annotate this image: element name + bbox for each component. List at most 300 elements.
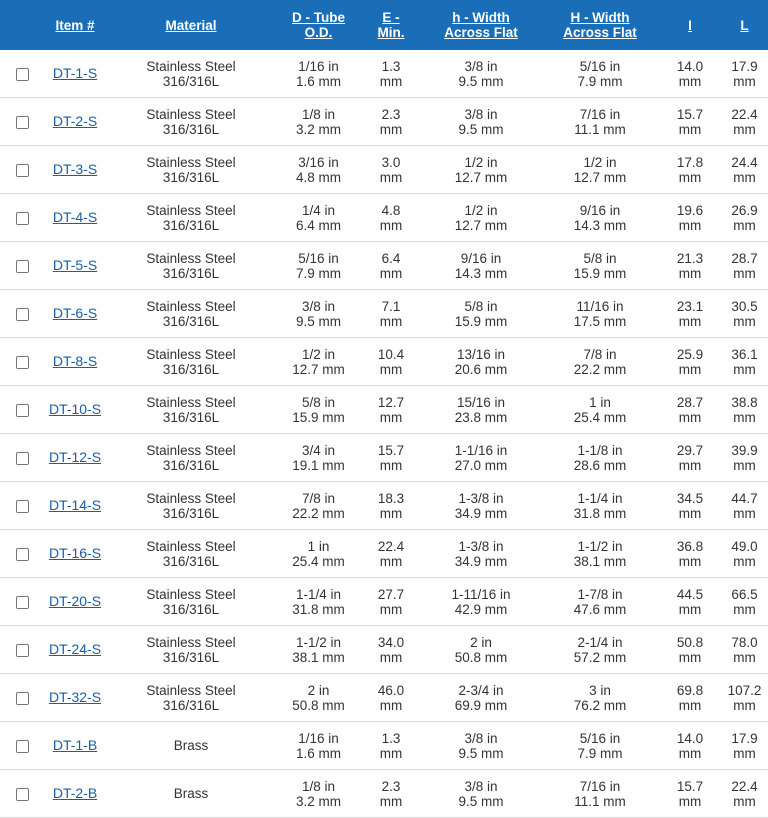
h-large-inch: 1-7/8 in (577, 586, 623, 602)
h-small-mm: 15.9 mm (454, 313, 508, 329)
l-unit: mm (733, 649, 756, 665)
material-line1: Stainless Steel (146, 58, 236, 74)
l-unit: mm (733, 697, 756, 713)
h-small-mm: 34.9 mm (454, 505, 508, 521)
i-value: 36.8 (676, 538, 704, 554)
tube-od-cell (276, 386, 361, 434)
row-checkbox[interactable] (16, 260, 29, 273)
item-number-link[interactable]: DT-12-S (48, 449, 102, 465)
row-checkbox[interactable] (16, 548, 29, 561)
item-number-link[interactable]: DT-1-S (52, 65, 98, 81)
row-checkbox[interactable] (16, 212, 29, 225)
table-row (0, 578, 768, 626)
material-cell (106, 146, 276, 194)
material-line2: 316/316L (162, 313, 220, 329)
h-small-inch: 1-3/8 in (458, 538, 504, 554)
tube-od-cell (276, 530, 361, 578)
h-large-inch: 1/2 in (583, 154, 617, 170)
tube-od-mm: 12.7 mm (292, 361, 345, 377)
h-small-cell (421, 482, 541, 530)
item-cell (44, 434, 106, 482)
tube-od-mm: 9.5 mm (295, 313, 341, 329)
header-select (0, 0, 44, 50)
tube-od-mm: 50.8 mm (292, 697, 345, 713)
e-min-unit: mm (379, 793, 403, 809)
tube-od-inch: 1-1/2 in (295, 634, 342, 650)
material-line1: Stainless Steel (146, 634, 236, 650)
l-cell (721, 578, 768, 626)
h-small-mm: 9.5 mm (458, 793, 504, 809)
material-cell (106, 626, 276, 674)
item-cell (44, 290, 106, 338)
i-cell (659, 146, 721, 194)
h-small-inch: 1/2 in (464, 202, 498, 218)
i-cell (659, 242, 721, 290)
item-number-link[interactable]: DT-24-S (48, 641, 102, 657)
material-line2: 316/316L (162, 457, 220, 473)
i-unit: mm (678, 457, 702, 473)
material-cell (106, 242, 276, 290)
item-number-link[interactable]: DT-14-S (48, 497, 102, 513)
h-large-inch: 3 in (589, 682, 611, 698)
table-row (0, 674, 768, 722)
l-unit: mm (733, 169, 756, 185)
material-line2: 316/316L (162, 601, 220, 617)
e-min-value: 10.4 (377, 346, 405, 362)
item-number-link[interactable]: DT-2-S (52, 113, 98, 129)
h-large-mm: 12.7 mm (573, 169, 627, 185)
h-small-mm: 23.8 mm (454, 409, 508, 425)
h-small-inch: 1/2 in (464, 154, 498, 170)
table-row (0, 386, 768, 434)
h-large-inch: 11/16 in (576, 298, 624, 314)
table-row (0, 482, 768, 530)
header-h-large-label[interactable] (544, 10, 657, 40)
e-min-cell (361, 626, 421, 674)
table-row (0, 50, 768, 98)
l-unit: mm (733, 313, 756, 329)
l-unit: mm (733, 73, 756, 89)
e-min-value: 46.0 (377, 682, 405, 698)
i-unit: mm (678, 793, 702, 809)
row-checkbox[interactable] (16, 404, 29, 417)
i-cell (659, 482, 721, 530)
tube-od-cell (276, 146, 361, 194)
material-line1: Stainless Steel (146, 202, 236, 218)
l-cell (721, 434, 768, 482)
tube-od-inch: 3/8 in (301, 298, 336, 314)
tube-od-inch: 5/8 in (301, 394, 336, 410)
h-large-cell (541, 146, 659, 194)
h-large-mm: 25.4 mm (573, 409, 627, 425)
e-min-unit: mm (379, 457, 403, 473)
row-select-cell (0, 722, 44, 770)
h-small-inch: 5/8 in (464, 298, 498, 314)
h-large-inch: 7/8 in (583, 346, 617, 362)
h-large-mm: 17.5 mm (573, 313, 627, 329)
tube-od-cell (276, 770, 361, 818)
h-small-cell (421, 98, 541, 146)
h-small-mm: 14.3 mm (454, 265, 508, 281)
material-line2: 316/316L (162, 409, 220, 425)
e-min-unit: mm (379, 73, 403, 89)
h-small-cell (421, 50, 541, 98)
tube-od-mm: 1.6 mm (295, 745, 341, 761)
l-value: 22.4 (731, 106, 758, 122)
tube-od-cell (276, 98, 361, 146)
tube-od-inch: 3/16 in (298, 154, 339, 170)
header-e-min-label[interactable] (364, 10, 419, 40)
header-tube-od-line1: D - Tube (292, 10, 345, 25)
h-small-inch: 3/8 in (464, 58, 498, 74)
row-checkbox[interactable] (16, 452, 29, 465)
material-line1: Stainless Steel (146, 346, 236, 362)
i-value: 14.0 (676, 730, 704, 746)
i-unit: mm (678, 361, 702, 377)
material-cell (106, 386, 276, 434)
tube-od-cell (276, 338, 361, 386)
table-row (0, 434, 768, 482)
header-e-min-line1: E - (382, 10, 400, 25)
h-small-cell (421, 338, 541, 386)
row-checkbox[interactable] (16, 116, 29, 129)
i-unit: mm (678, 121, 702, 137)
h-small-inch: 2 in (470, 634, 492, 650)
material-line1: Stainless Steel (146, 490, 236, 506)
h-large-cell (541, 770, 659, 818)
table-row (0, 98, 768, 146)
e-min-cell (361, 146, 421, 194)
e-min-unit: mm (379, 553, 403, 569)
item-number-link[interactable]: DT-3-S (52, 161, 98, 177)
l-cell (721, 722, 768, 770)
header-h-small[interactable] (421, 0, 541, 50)
h-large-mm: 7.9 mm (577, 73, 623, 89)
h-large-cell (541, 722, 659, 770)
h-small-mm: 50.8 mm (454, 649, 508, 665)
material-line2: 316/316L (162, 697, 220, 713)
h-small-cell (421, 386, 541, 434)
header-h-large-line1: H - Width (570, 10, 630, 25)
e-min-cell (361, 434, 421, 482)
material-cell (106, 578, 276, 626)
l-cell (721, 674, 768, 722)
row-select-cell (0, 98, 44, 146)
h-small-inch: 15/16 in (456, 394, 506, 410)
material-line1: Stainless Steel (146, 442, 236, 458)
item-cell (44, 338, 106, 386)
header-item-label[interactable]: Item # (55, 17, 95, 33)
l-cell (721, 290, 768, 338)
l-unit: mm (733, 457, 756, 473)
tube-od-mm: 22.2 mm (292, 505, 345, 521)
tube-od-cell (276, 482, 361, 530)
item-number-link[interactable]: DT-20-S (48, 593, 102, 609)
item-number-link[interactable]: DT-4-S (52, 209, 98, 225)
row-select-cell (0, 194, 44, 242)
row-checkbox[interactable] (16, 500, 29, 513)
l-cell (721, 770, 768, 818)
tube-od-cell (276, 50, 361, 98)
i-unit: mm (678, 409, 702, 425)
e-min-unit: mm (379, 649, 403, 665)
tube-od-mm: 31.8 mm (292, 601, 345, 617)
i-unit: mm (678, 505, 702, 521)
h-large-mm: 47.6 mm (573, 601, 627, 617)
h-small-cell (421, 434, 541, 482)
material-line2: 316/316L (162, 361, 220, 377)
table-row (0, 194, 768, 242)
header-e-min[interactable] (361, 0, 421, 50)
h-small-inch: 1-3/8 in (458, 490, 504, 506)
i-value: 19.6 (676, 202, 704, 218)
l-unit: mm (733, 553, 756, 569)
l-value: 26.9 (731, 202, 758, 218)
header-material-label[interactable]: Material (165, 17, 217, 33)
tube-od-inch: 3/4 in (301, 442, 336, 458)
l-unit: mm (733, 217, 756, 233)
item-number-link[interactable]: DT-8-S (52, 353, 98, 369)
material-cell (106, 482, 276, 530)
material-line1: Brass (173, 738, 209, 753)
tube-od-mm: 3.2 mm (295, 793, 341, 809)
header-i[interactable] (659, 0, 721, 50)
item-number-link[interactable]: DT-5-S (52, 257, 98, 273)
e-min-unit: mm (379, 505, 403, 521)
material-line1: Brass (173, 786, 209, 801)
item-number-link[interactable]: DT-32-S (48, 689, 102, 705)
h-small-mm: 42.9 mm (454, 601, 508, 617)
i-cell (659, 770, 721, 818)
tube-od-mm: 25.4 mm (292, 553, 345, 569)
e-min-unit: mm (379, 601, 403, 617)
i-unit: mm (678, 697, 702, 713)
material-line2: 316/316L (162, 217, 220, 233)
i-unit: mm (678, 73, 702, 89)
table-row (0, 290, 768, 338)
table-row (0, 338, 768, 386)
header-h-large[interactable] (541, 0, 659, 50)
material-line2: 316/316L (162, 649, 220, 665)
material-line1: Stainless Steel (146, 682, 236, 698)
item-cell (44, 722, 106, 770)
l-value: 49.0 (731, 538, 758, 554)
tube-od-mm: 4.8 mm (295, 169, 341, 185)
table-row (0, 626, 768, 674)
h-small-cell (421, 530, 541, 578)
i-value: 14.0 (676, 58, 704, 74)
material-line2: 316/316L (162, 553, 220, 569)
material-line1: Stainless Steel (146, 394, 236, 410)
i-cell (659, 434, 721, 482)
row-select-cell (0, 290, 44, 338)
tube-od-inch: 2 in (307, 682, 330, 698)
row-select-cell (0, 146, 44, 194)
e-min-unit: mm (379, 121, 403, 137)
table-row (0, 770, 768, 818)
item-number-link[interactable]: DT-6-S (52, 305, 98, 321)
l-cell (721, 50, 768, 98)
header-material[interactable] (106, 0, 276, 50)
row-select-cell (0, 530, 44, 578)
tube-od-inch: 1/8 in (301, 106, 336, 122)
header-l-label[interactable]: L (740, 17, 749, 33)
row-checkbox[interactable] (16, 596, 29, 609)
header-l[interactable] (721, 0, 768, 50)
item-number-link[interactable]: DT-1-B (52, 737, 98, 753)
tube-od-cell (276, 626, 361, 674)
row-select-cell (0, 386, 44, 434)
h-small-inch: 1-1/16 in (454, 442, 508, 458)
material-cell (106, 194, 276, 242)
e-min-cell (361, 530, 421, 578)
tube-od-mm: 15.9 mm (292, 409, 345, 425)
e-min-cell (361, 770, 421, 818)
l-unit: mm (733, 793, 756, 809)
h-large-cell (541, 674, 659, 722)
table-body (0, 50, 768, 818)
header-tube-od-line2: O.D. (304, 25, 333, 40)
h-large-inch: 7/16 in (579, 106, 621, 122)
material-line1: Stainless Steel (146, 298, 236, 314)
h-small-mm: 12.7 mm (454, 169, 508, 185)
h-large-inch: 1-1/2 in (577, 538, 623, 554)
i-cell (659, 626, 721, 674)
i-cell (659, 530, 721, 578)
tube-od-inch: 1/8 in (301, 778, 336, 794)
material-cell (106, 722, 276, 770)
e-min-cell (361, 386, 421, 434)
row-checkbox[interactable] (16, 692, 29, 705)
l-value: 38.8 (731, 394, 758, 410)
material-line1: Stainless Steel (146, 586, 236, 602)
material-cell (106, 338, 276, 386)
material-line2: 316/316L (162, 73, 220, 89)
h-small-cell (421, 770, 541, 818)
tube-od-inch: 7/8 in (301, 490, 336, 506)
row-checkbox[interactable] (16, 788, 29, 801)
header-row (0, 0, 768, 50)
l-unit: mm (733, 361, 756, 377)
h-large-mm: 7.9 mm (577, 745, 623, 761)
l-value: 66.5 (731, 586, 758, 602)
h-large-mm: 15.9 mm (573, 265, 627, 281)
h-small-inch: 3/8 in (464, 778, 498, 794)
e-min-value: 6.4 (381, 250, 401, 266)
row-select-cell (0, 578, 44, 626)
i-unit: mm (678, 313, 702, 329)
h-large-cell (541, 98, 659, 146)
tube-od-mm: 1.6 mm (295, 73, 341, 89)
row-checkbox[interactable] (16, 68, 29, 81)
header-h-small-label[interactable] (424, 10, 539, 40)
e-min-unit: mm (379, 745, 403, 761)
h-small-cell (421, 146, 541, 194)
l-value: 24.4 (731, 154, 758, 170)
i-unit: mm (678, 265, 702, 281)
h-small-inch: 1-11/16 in (451, 586, 511, 602)
tube-od-cell (276, 242, 361, 290)
material-line2: 316/316L (162, 505, 220, 521)
row-checkbox[interactable] (16, 740, 29, 753)
table-header (0, 0, 768, 50)
header-h-large-line2: Across Flat (563, 25, 637, 40)
item-cell (44, 482, 106, 530)
header-tube-od-label[interactable] (279, 10, 359, 40)
i-unit: mm (678, 169, 702, 185)
l-cell (721, 194, 768, 242)
l-unit: mm (733, 265, 756, 281)
i-unit: mm (678, 745, 702, 761)
e-min-value: 12.7 (377, 394, 405, 410)
table-row (0, 242, 768, 290)
e-min-unit: mm (379, 169, 403, 185)
item-number-link[interactable]: DT-16-S (48, 545, 102, 561)
header-tube-od[interactable] (276, 0, 361, 50)
l-cell (721, 242, 768, 290)
i-cell (659, 50, 721, 98)
material-line1: Stainless Steel (146, 154, 236, 170)
tube-od-inch: 1/16 in (298, 58, 339, 74)
row-checkbox[interactable] (16, 356, 29, 369)
material-cell (106, 530, 276, 578)
item-number-link[interactable]: DT-10-S (48, 401, 102, 417)
e-min-value: 3.0 (381, 154, 401, 170)
header-item[interactable] (44, 0, 106, 50)
h-small-inch: 3/8 in (464, 730, 498, 746)
row-checkbox[interactable] (16, 644, 29, 657)
i-value: 50.8 (676, 634, 704, 650)
h-large-cell (541, 530, 659, 578)
header-i-label[interactable]: I (688, 17, 692, 33)
item-cell (44, 530, 106, 578)
item-cell (44, 194, 106, 242)
row-select-cell (0, 338, 44, 386)
tube-od-mm: 6.4 mm (295, 217, 341, 233)
tube-od-inch: 1/2 in (301, 346, 336, 362)
tube-od-mm: 19.1 mm (292, 457, 345, 473)
h-large-mm: 14.3 mm (573, 217, 627, 233)
l-unit: mm (733, 745, 756, 761)
item-cell (44, 146, 106, 194)
i-unit: mm (678, 553, 702, 569)
e-min-value: 15.7 (377, 442, 405, 458)
item-number-link[interactable]: DT-2-B (52, 785, 98, 801)
material-line2: 316/316L (162, 265, 220, 281)
row-select-cell (0, 434, 44, 482)
h-small-mm: 12.7 mm (454, 217, 508, 233)
i-value: 34.5 (676, 490, 704, 506)
h-large-cell (541, 50, 659, 98)
h-large-mm: 57.2 mm (573, 649, 627, 665)
i-value: 15.7 (676, 106, 704, 122)
tube-od-inch: 1-1/4 in (295, 586, 342, 602)
l-unit: mm (733, 601, 756, 617)
e-min-value: 7.1 (381, 298, 401, 314)
row-checkbox[interactable] (16, 308, 29, 321)
row-checkbox[interactable] (16, 164, 29, 177)
l-unit: mm (733, 505, 756, 521)
h-large-cell (541, 386, 659, 434)
h-large-inch: 5/8 in (583, 250, 617, 266)
e-min-value: 2.3 (381, 106, 401, 122)
h-large-cell (541, 434, 659, 482)
e-min-cell (361, 722, 421, 770)
l-value: 17.9 (731, 730, 758, 746)
h-large-cell (541, 578, 659, 626)
h-large-inch: 9/16 in (579, 202, 621, 218)
h-large-inch: 5/16 in (579, 730, 621, 746)
